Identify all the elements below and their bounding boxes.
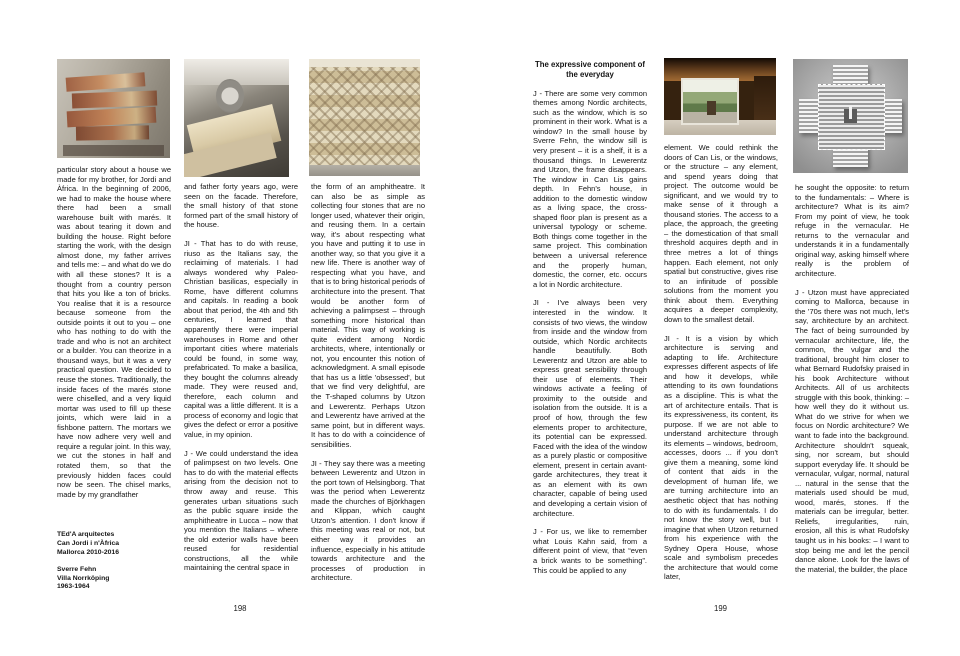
paragraph: JI - That has to do with reuse, riuso as the Italians say, the reclaiming of materials. I had always wondered why Paleo-Christian basilicas, especially in Rome, have different columns and capitals. In reading a book about that period, the 4th and 5th centuries, I learned that apparently there were imperial warehouses in Rome and other important cities where materials could be found, in some way, prefabricated. To make a basilica, they bought the columns already made. They were reused and, therefore, each column and capital was a little different. It is a process of economy and logic that gives the defect or error a positive value, in my opinion. (184, 239, 298, 439)
paragraph: JI - It is a vision by which architecture is serving and adapting to life. Architecture expresses different aspects of life and how it develops, while attending to its own foundations as a discipline. This is what the art of architecture entails. That is its expressiveness, its content, its purpose. If we are not able to understand architecture through its elements – windows, bedroom, accesses, doors ... if you don't give them a meaning, some kind of content that aids in the development of human life, we are turning architecture into an aesthetic object that has nothing to do with its fundamentals. I do not know the story well, but I imagine that when Utzon returned from his experience with the Sydney Opera House, whose scale and symbolism precedes the architecture that would come later, (664, 333, 778, 582)
stool-shape (707, 101, 716, 115)
text-column-right-2 (664, 143, 778, 582)
text-column-left-1 (57, 165, 171, 499)
saw-blade-shape (216, 79, 244, 113)
text-column-left-3 (311, 182, 425, 583)
brick-row-shape (67, 106, 157, 126)
caption-line: TEd'A arquitectes (57, 531, 115, 538)
section-heading: The expressive component of the everyday (534, 60, 646, 79)
paragraph: J - Utzon must have appreciated coming to Mallorca, because in the '70s there was not much, let's say, architecture by an architect. The fact of being surrounded by vernacular architecture, life, the common, the vulgar and the traditional, brought him closer to what Bernard Rudofsky praised in his book Architecture without Architects. All of us architects struggle with this book, thinking: – how well they do it without us. What do we strive for when we focus on Nordic architecture? We want to fade into the background. Architecture shouldn't squeak, sing, nor scream, but should support everyday life. It should be vernacular, vulgar, normal, natural ... natural in the sense that the materials used should be mud, wood, marés, stones. If the materials can be irregular, better. Reliefs, irregularities, ruin, erosion, all this is what Rudofsky taught us in his books: – I want to stop being me and let the pencil dance alone. Look for the laws of the material, the builder, the place (795, 287, 909, 574)
paragraph: J - There are some very common themes among Nordic architects, such as the window, which is so prominent in their work. What is a window? In the small house by Sverre Fehn, the window sill is very present – it is a shelf, it is a thousand things. In Lewerentz and Utzon, the frame disappears. The window in Can Lis gains depth. In Fehn's house, in addition to the domestic window as a living space, the cross-shaped floor plan is present as a universal typology or scheme. Both things come together in the same project. This combination between a universal reference and the properly human, domestic, the corner, etc. occurs a lot in Nordic architecture. (533, 88, 647, 289)
text-column-right-3 (795, 183, 909, 574)
photo-cross-plan-model (793, 59, 908, 173)
photo-stacked-mares-stones (57, 59, 170, 158)
paragraph: the form of an amphitheatre. It can also be as simple as collecting four stones that are no longer used, whatever their origin, and reusing them. In a certain way, it's about respecting what you have and putting it to use in another way, so that you give it a new life. There is another way of respecting what you have, and that is to bring historical periods of architecture into the present. That would be another form of achieving a palimpsest – through something more historical than material. This way of working is quite evident among Nordic architects, where, intentionally or not, you encounter this notion of acknowledgment. A small episode that has us a little 'obsessed', but that we find very delightful, are the T-shaped columns by Utzon and Lewerentz. Perhaps Utzon and Lewerentz have arrived at the same point, but in different ways. It has to do with a coincidence of sensibilities. (311, 182, 425, 449)
caption-block-fehn (57, 566, 177, 592)
paragraph: element. We could rethink the doors of Can Lis, or the windows, or the structure – any element, and spend years doing that project. The outcome would be significant, and we would try to make sense of it through a thousand stories. The access to a place, the approach, the greeting – the domestication of that small threshold acquires depth and in three metres a lot of things happen. Each element, not only spatial but constructive, gives rise to an infinitude of possible solutions from the moment you think about them. Everything acquires a deeper complexity, down to the smallest detail. (664, 143, 778, 324)
paragraph: and father forty years ago, were seen on the facade. Therefore, the small history of that stone formed part of the small history of the house. (184, 182, 298, 230)
text-column-right-1 (533, 60, 647, 575)
paragraph: J - For us, we like to remember what Louis Kahn said, from a different point of view, that “even a brick wants to be something”. This could be applied to any (533, 527, 647, 575)
photo-villa-interior (664, 58, 776, 135)
brick-row-shape (76, 126, 150, 141)
paragraph: he sought the opposite: to return to the fundamentals: – Where is architecture? What is its aim? From my point of view, he took refuge in the vernacular. He returns to the vernacular and understands it in a fundamentally original way, asking himself where really is the problem of architecture. (795, 183, 909, 278)
paragraph: particular story about a house we made for my brother, for Jordi and Àfrica. In the beginning of 2006, we had to make the house where there had been a small warehouse built with marés. It was about tearing it down and building the house. Right before starting the work, with the design almost done, my father arrives and tells me: – and what do we do with all these stones? It is a thought from a country person that hits you like a ton of bricks. You realise that it is a resource because someone from the outside points it out to you – one who has nothing to do with the trade and who is not an architect or a builder. You can theorize in a thousand ways, but it was a very practical question. We decided to reuse the stones. Traditionally, the inside faces of the marés stone were chiselled, and a very liquid mortar was used to fill up these joints, which were laid in a fishbone pattern. The mortars we have now adhere very well and require a regular joint. In this way, we cut the stones in half and rotated them, so that the previously hidden faces could now be seen. The chisel marks, made by my grandfather (57, 165, 171, 499)
page-number-right: 199 (713, 604, 727, 613)
caption-line: 1963-1964 (57, 583, 90, 591)
caption-line: Mallorca 2010-2016 (57, 548, 119, 556)
brick-row-shape (71, 90, 156, 108)
caption-line: Villa Norrköping (57, 574, 110, 582)
wall-top-band (309, 59, 420, 67)
text-column-left-2 (184, 182, 298, 573)
wall-bottom-band (309, 165, 420, 176)
brick-row-shape (66, 72, 146, 91)
paragraph: JI - I've always been very interested in the window. It consists of two views, the window from inside and the window from outside, which Nordic architects handle beautifully. Both Lewerentz and Utzon are able to express great sensibility through their use of elements. Their windows activate a feeling of proximity to the outside and isolation from the outside. It is a proof of how, through the few elements proper to architecture, its potential can be expressed. Faced with the idea of the window as a purely plastic or compositive element, present in certain avant-garde architectures, they treat it as an element with its own character, capable of being used and developing a certain vision of architecture. (533, 298, 647, 518)
caption-line: Sverre Fehn (57, 565, 97, 573)
model-pin-shape (849, 106, 852, 120)
shadow-shape (63, 145, 165, 156)
wood-wall-shape (754, 76, 776, 122)
page-number-left: 198 (233, 604, 247, 613)
caption-line: Can Jordi i n'Àfrica (57, 539, 120, 547)
paragraph: JI - They say there was a meeting between Lewerentz and Utzon in the port town of Helsingborg. That was the period when Lewerentz made the churches of Björkhagen and Klippan, which caught Utzon's attention. I don't know if this meeting was real or not, but either way it provides an influence, especially in his attitude towards architecture and the processes of production in architecture. (311, 458, 425, 583)
photo-stone-cutting-machine (184, 59, 289, 177)
project-caption (57, 531, 177, 601)
photo-herringbone-stone-wall (309, 59, 420, 176)
paragraph: J - We could understand the idea of palimpsest on two levels. One has to do with the material effects arising from the decision not to throw away and reuse. This generates urban situations such as the public square inside the amphitheatre in Lucca – now that you mention the Italians – where the old exterior walls have been reused for residential constructions, all the while maintaining the central space in (184, 448, 298, 573)
caption-block-teda (57, 531, 177, 557)
